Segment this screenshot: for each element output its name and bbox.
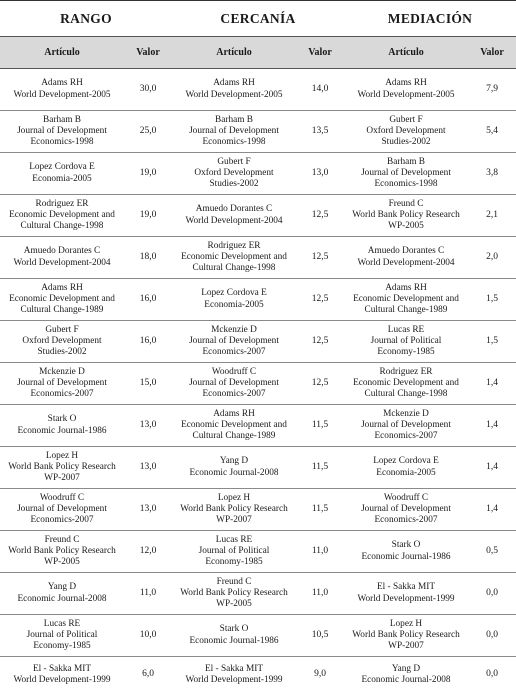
article-line: Lucas RE xyxy=(387,324,425,335)
article-line: Economics-1998 xyxy=(30,137,94,148)
value-cell-cercania: 13,0 xyxy=(296,153,344,195)
value-cell-cercania: 12,5 xyxy=(296,321,344,363)
value-cell-cercania: 13,5 xyxy=(296,111,344,153)
group-header-row xyxy=(0,1,516,37)
value-cell-rango: 19,0 xyxy=(124,195,172,237)
article-cell-rango xyxy=(0,531,124,573)
article-line: Cultural Change-1998 xyxy=(192,263,276,274)
article-line: Barham B xyxy=(387,156,425,167)
table-row xyxy=(0,363,516,405)
article-cell-cercania xyxy=(172,321,296,363)
article-cell-mediacion xyxy=(344,195,468,237)
article-line: El - Sakka MIT xyxy=(376,582,436,593)
article-cell-cercania xyxy=(172,111,296,153)
article-line: El - Sakka MIT xyxy=(32,663,92,674)
article-line: Gubert F xyxy=(45,324,79,335)
article-cell-mediacion xyxy=(344,447,468,489)
article-line: Rodriguez ER xyxy=(207,240,261,251)
article-cell-cercania xyxy=(172,195,296,237)
value-cell-mediacion: 2,1 xyxy=(468,195,516,237)
article-cell-rango xyxy=(0,69,124,111)
article-line: Mckenzie D xyxy=(211,324,257,335)
article-cell-cercania xyxy=(172,69,296,111)
article-line: Adams RH xyxy=(41,282,83,293)
value-cell-mediacion: 1,4 xyxy=(468,447,516,489)
article-cell-mediacion xyxy=(344,405,468,447)
article-line: Stark O xyxy=(391,540,421,551)
article-line: Cultural Change-1989 xyxy=(364,305,448,316)
value-cell-rango: 10,0 xyxy=(124,615,172,657)
article-line: Journal of Development xyxy=(361,503,451,514)
value-cell-cercania: 11,0 xyxy=(296,531,344,573)
article-line: Lopez H xyxy=(217,492,251,503)
article-line: World Bank Policy Research xyxy=(8,461,116,472)
value-cell-rango: 16,0 xyxy=(124,321,172,363)
article-line: El - Sakka MIT xyxy=(204,663,264,674)
article-line: Lopez H xyxy=(389,618,423,629)
article-line: Economics-1998 xyxy=(202,137,266,148)
article-line: Economic Development and xyxy=(9,293,115,304)
article-cell-mediacion xyxy=(344,111,468,153)
article-line: Journal of Development xyxy=(17,125,107,136)
value-cell-cercania: 14,0 xyxy=(296,69,344,111)
column-header-articulo: Artículo xyxy=(344,37,468,69)
article-cell-cercania xyxy=(172,153,296,195)
article-line: Studies-2002 xyxy=(37,347,87,358)
value-cell-cercania: 10,5 xyxy=(296,615,344,657)
group-header-cercania: CERCANÍA xyxy=(172,1,344,37)
article-line: World Development-2004 xyxy=(13,257,111,268)
article-line: Journal of Political xyxy=(370,335,442,346)
article-line: Yang D xyxy=(219,456,249,467)
article-line: Yang D xyxy=(47,582,77,593)
article-line: Rodriguez ER xyxy=(35,198,89,209)
value-cell-rango: 13,0 xyxy=(124,405,172,447)
article-line: WP-2005 xyxy=(216,599,252,610)
article-line: Oxford Development xyxy=(194,167,274,178)
article-line: World Development-2005 xyxy=(185,89,283,100)
value-cell-rango: 12,0 xyxy=(124,531,172,573)
article-line: Stark O xyxy=(47,414,77,425)
article-cell-mediacion xyxy=(344,531,468,573)
group-header-rango: RANGO xyxy=(0,1,172,37)
value-cell-cercania: 12,5 xyxy=(296,279,344,321)
article-line: World Development-1999 xyxy=(13,675,111,685)
article-line: Freund C xyxy=(216,576,252,587)
article-cell-cercania xyxy=(172,447,296,489)
article-cell-mediacion xyxy=(344,153,468,195)
article-cell-rango xyxy=(0,237,124,279)
article-line: Journal of Development xyxy=(361,167,451,178)
article-line: Freund C xyxy=(44,534,80,545)
table-row xyxy=(0,615,516,657)
value-cell-mediacion: 3,8 xyxy=(468,153,516,195)
article-line: World Development-2004 xyxy=(185,215,283,226)
value-cell-cercania: 11,5 xyxy=(296,489,344,531)
article-line: Woodruff C xyxy=(211,366,257,377)
value-cell-cercania: 11,0 xyxy=(296,573,344,615)
article-cell-rango xyxy=(0,615,124,657)
article-cell-cercania xyxy=(172,615,296,657)
article-line: World Development-2005 xyxy=(357,89,455,100)
article-cell-cercania xyxy=(172,489,296,531)
value-cell-mediacion: 1,4 xyxy=(468,363,516,405)
table-row xyxy=(0,657,516,694)
value-cell-rango: 25,0 xyxy=(124,111,172,153)
article-line: Journal of Political xyxy=(26,629,98,640)
article-line: Economics-2007 xyxy=(374,515,438,526)
value-cell-mediacion: 2,0 xyxy=(468,237,516,279)
article-line: World Development-1999 xyxy=(357,593,455,604)
article-line: World Development-1999 xyxy=(185,675,283,685)
article-cell-rango xyxy=(0,573,124,615)
article-cell-rango xyxy=(0,405,124,447)
value-cell-mediacion: 1,5 xyxy=(468,279,516,321)
article-cell-cercania xyxy=(172,363,296,405)
value-cell-rango: 11,0 xyxy=(124,573,172,615)
value-cell-mediacion: 1,4 xyxy=(468,405,516,447)
article-line: Adams RH xyxy=(41,78,83,89)
article-line: Economic Journal-2008 xyxy=(17,593,107,604)
value-cell-mediacion: 0,0 xyxy=(468,573,516,615)
article-line: WP-2005 xyxy=(388,221,424,232)
value-cell-cercania: 12,5 xyxy=(296,195,344,237)
article-line: Woodruff C xyxy=(39,492,85,503)
article-line: Economics-2007 xyxy=(374,431,438,442)
article-line: Journal of Political xyxy=(198,545,270,556)
table-row xyxy=(0,447,516,489)
article-line: Lucas RE xyxy=(215,534,253,545)
article-cell-cercania xyxy=(172,573,296,615)
article-line: Economic Development and xyxy=(9,209,115,220)
article-line: Adams RH xyxy=(213,78,255,89)
column-header-articulo: Artículo xyxy=(0,37,124,69)
value-cell-rango: 18,0 xyxy=(124,237,172,279)
table-row xyxy=(0,195,516,237)
article-line: Adams RH xyxy=(385,282,427,293)
article-line: World Bank Policy Research xyxy=(352,629,460,640)
article-line: WP-2005 xyxy=(44,557,80,568)
article-line: Economic Development and xyxy=(353,293,459,304)
value-cell-mediacion: 1,5 xyxy=(468,321,516,363)
table-row xyxy=(0,153,516,195)
value-cell-cercania: 11,5 xyxy=(296,405,344,447)
value-cell-mediacion: 0,0 xyxy=(468,615,516,657)
article-line: Adams RH xyxy=(213,408,255,419)
article-line: Economics-2007 xyxy=(202,347,266,358)
table-body xyxy=(0,69,516,694)
value-cell-rango: 15,0 xyxy=(124,363,172,405)
article-line: Gubert F xyxy=(217,156,251,167)
article-cell-rango xyxy=(0,489,124,531)
article-cell-mediacion xyxy=(344,69,468,111)
article-line: Lopez Cordova E xyxy=(29,162,95,173)
article-line: Economic Journal-1986 xyxy=(17,425,107,436)
article-line: Lopez Cordova E xyxy=(373,456,439,467)
article-line: Journal of Development xyxy=(189,335,279,346)
article-line: Woodruff C xyxy=(383,492,429,503)
article-line: World Bank Policy Research xyxy=(352,209,460,220)
article-line: Rodriguez ER xyxy=(379,366,433,377)
article-line: Journal of Development xyxy=(17,377,107,388)
article-cell-mediacion xyxy=(344,615,468,657)
value-cell-mediacion: 0,0 xyxy=(486,669,498,680)
article-line: Cultural Change-1989 xyxy=(192,431,276,442)
article-line: Economics-2007 xyxy=(30,389,94,400)
article-line: Economic Journal-2008 xyxy=(189,467,279,478)
article-line: Cultural Change-1998 xyxy=(364,389,448,400)
article-cell-mediacion xyxy=(344,279,468,321)
article-cell-rango xyxy=(0,657,124,694)
article-line: Journal of Development xyxy=(189,377,279,388)
table-row xyxy=(0,573,516,615)
article-line: Amuedo Dorantes C xyxy=(195,204,273,215)
article-line: Cultural Change-1998 xyxy=(20,221,104,232)
article-line: Studies-2002 xyxy=(381,137,431,148)
table-row xyxy=(0,531,516,573)
article-line: Cultural Change-1989 xyxy=(20,305,104,316)
article-line: Economics-1998 xyxy=(374,179,438,190)
article-line: Economia-2005 xyxy=(204,299,264,310)
article-line: Mckenzie D xyxy=(39,366,85,377)
article-line: Lopez H xyxy=(45,450,79,461)
table-row xyxy=(0,321,516,363)
article-cell-cercania xyxy=(172,237,296,279)
article-cell-rango xyxy=(0,447,124,489)
article-line: Yang D xyxy=(391,663,421,674)
article-line: Economic Journal-2008 xyxy=(361,675,451,685)
value-cell-rango: 19,0 xyxy=(124,153,172,195)
article-line: Economia-2005 xyxy=(376,467,436,478)
article-line: World Bank Policy Research xyxy=(180,587,288,598)
table-row xyxy=(0,237,516,279)
article-line: Economic Development and xyxy=(181,419,287,430)
article-line: Economy-1985 xyxy=(377,347,435,358)
article-line: World Bank Policy Research xyxy=(180,503,288,514)
value-cell-mediacion: 0,5 xyxy=(468,531,516,573)
article-line: Stark O xyxy=(219,624,249,635)
article-line: Gubert F xyxy=(389,114,423,125)
column-header-valor: Valor xyxy=(296,37,344,69)
article-cell-mediacion xyxy=(344,573,468,615)
article-line: Economy-1985 xyxy=(33,641,91,652)
article-line: Economia-2005 xyxy=(32,173,92,184)
table-row xyxy=(0,111,516,153)
value-cell-mediacion: 7,9 xyxy=(468,69,516,111)
table-row xyxy=(0,279,516,321)
article-line: Economy-1985 xyxy=(205,557,263,568)
article-cell-rango xyxy=(0,279,124,321)
article-cell-mediacion xyxy=(344,489,468,531)
article-line: World Development-2004 xyxy=(357,257,455,268)
value-cell-cercania: 11,5 xyxy=(296,447,344,489)
article-line: Economics-2007 xyxy=(30,515,94,526)
table-row xyxy=(0,489,516,531)
article-line: Oxford Development xyxy=(22,335,102,346)
group-header-mediacion: MEDIACIÓN xyxy=(344,1,516,37)
article-line: Economic Development and xyxy=(181,251,287,262)
article-cell-mediacion xyxy=(344,321,468,363)
article-line: Amuedo Dorantes C xyxy=(23,246,101,257)
article-line: Mckenzie D xyxy=(383,408,429,419)
article-cell-mediacion xyxy=(344,237,468,279)
article-line: Journal of Development xyxy=(17,503,107,514)
article-cell-mediacion xyxy=(344,363,468,405)
value-cell-rango: 30,0 xyxy=(124,69,172,111)
article-line: Studies-2002 xyxy=(209,179,259,190)
value-cell-mediacion: 1,4 xyxy=(468,489,516,531)
article-line: Economic Journal-1986 xyxy=(189,635,279,646)
article-cell-mediacion xyxy=(344,657,468,694)
article-line: Economics-2007 xyxy=(202,389,266,400)
article-line: WP-2007 xyxy=(44,473,80,484)
value-cell-rango: 6,0 xyxy=(142,669,154,680)
article-line: Barham B xyxy=(215,114,253,125)
article-line: Journal of Development xyxy=(361,419,451,430)
column-header-row xyxy=(0,37,516,69)
article-line: Barham B xyxy=(43,114,81,125)
article-line: World Development-2005 xyxy=(13,89,111,100)
column-header-valor: Valor xyxy=(468,37,516,69)
article-line: Amuedo Dorantes C xyxy=(367,246,445,257)
article-cell-rango xyxy=(0,195,124,237)
article-line: Oxford Development xyxy=(366,125,446,136)
article-cell-cercania xyxy=(172,405,296,447)
article-line: WP-2007 xyxy=(216,515,252,526)
article-cell-cercania xyxy=(172,279,296,321)
article-line: Adams RH xyxy=(385,78,427,89)
value-cell-rango: 16,0 xyxy=(124,279,172,321)
value-cell-rango: 13,0 xyxy=(124,447,172,489)
article-cell-cercania xyxy=(172,657,296,694)
article-line: Freund C xyxy=(388,198,424,209)
value-cell-rango: 13,0 xyxy=(124,489,172,531)
table-row xyxy=(0,405,516,447)
article-line: Economic Development and xyxy=(353,377,459,388)
article-cell-cercania xyxy=(172,531,296,573)
article-cell-rango xyxy=(0,111,124,153)
value-cell-cercania: 12,5 xyxy=(296,237,344,279)
value-cell-mediacion: 5,4 xyxy=(468,111,516,153)
value-cell-cercania: 9,0 xyxy=(314,669,326,680)
article-cell-rango xyxy=(0,363,124,405)
table-row xyxy=(0,69,516,111)
value-cell-cercania: 12,5 xyxy=(296,363,344,405)
column-header-articulo: Artículo xyxy=(172,37,296,69)
article-line: Journal of Development xyxy=(189,125,279,136)
article-line: World Bank Policy Research xyxy=(8,545,116,556)
article-line: Economic Journal-1986 xyxy=(361,551,451,562)
article-cell-rango xyxy=(0,153,124,195)
column-header-valor: Valor xyxy=(124,37,172,69)
article-line: WP-2007 xyxy=(388,641,424,652)
article-cell-rango xyxy=(0,321,124,363)
article-line: Lucas RE xyxy=(43,618,81,629)
article-line: Lopez Cordova E xyxy=(201,288,267,299)
